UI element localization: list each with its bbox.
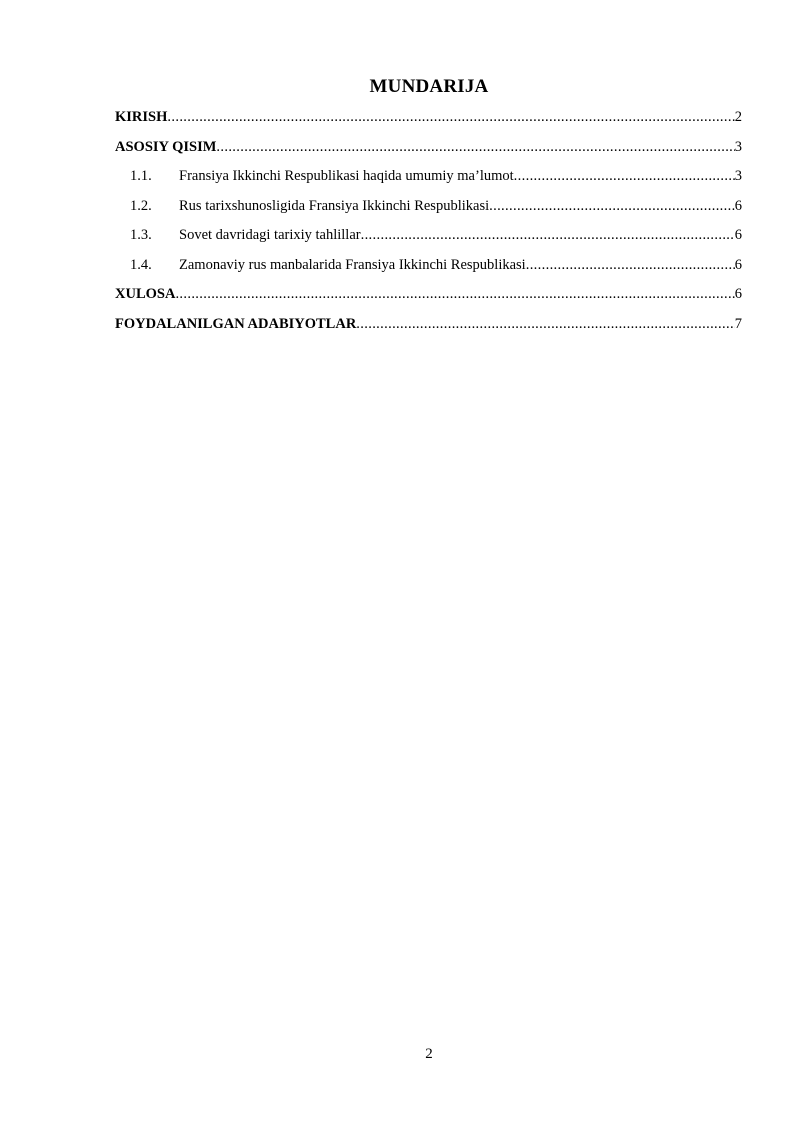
- toc-entry-xulosa[interactable]: [115, 286, 742, 316]
- toc-entry-label: ASOSIY QISIM: [115, 138, 217, 155]
- toc-entry-page: 6: [734, 197, 742, 214]
- toc-entry-page: 6: [734, 227, 742, 243]
- toc-entry-label: XULOSA: [115, 286, 176, 302]
- toc-entry-1-4[interactable]: [115, 257, 742, 287]
- dot-leader: [356, 316, 734, 333]
- toc-entry-page: 7: [734, 315, 742, 332]
- toc-entry-number: 1.2.: [130, 197, 152, 214]
- toc-entry-foydalanilgan-adabiyotlar[interactable]: [115, 316, 742, 346]
- toc-entry-page: 6: [734, 256, 742, 273]
- toc-entry-page: 3: [734, 168, 742, 184]
- toc-entry-label: Rus tarixshunosligida Fransiya Ikkinchi Respublikasi: [179, 197, 490, 214]
- dot-leader: [175, 286, 734, 303]
- toc-entry-label: KIRISH: [115, 109, 168, 125]
- toc-entry-label: FOYDALANILGAN ADABIYOTLAR: [115, 315, 357, 332]
- dot-leader: [514, 168, 735, 185]
- toc-entry-label: Fransiya Ikkinchi Respublikasi haqida umumiy ma’lumot: [179, 168, 514, 184]
- toc-entry-page: 3: [734, 138, 742, 155]
- dot-leader: [167, 109, 734, 126]
- toc-entry-1-1[interactable]: [115, 168, 742, 198]
- toc-entry-page: 2: [734, 109, 742, 125]
- page-number: 2: [425, 1046, 433, 1062]
- toc-entry-1-2[interactable]: [115, 198, 742, 228]
- toc-entry-asosiy-qisim[interactable]: [115, 139, 742, 169]
- toc-entry-page: 6: [734, 286, 742, 302]
- toc-entry-label: Sovet davridagi tarixiy tahlillar: [179, 227, 361, 243]
- toc-title: MUNDARIJA: [369, 76, 489, 97]
- toc-entry-kirish[interactable]: [115, 109, 742, 139]
- dot-leader: [526, 257, 735, 274]
- toc-entry-label: Zamonaviy rus manbalarida Fransiya Ikkinchi Respublikasi: [179, 256, 526, 273]
- dot-leader: [216, 139, 734, 156]
- toc-entry-number: 1.1.: [130, 168, 152, 184]
- toc-entry-number: 1.4.: [130, 256, 152, 273]
- dot-leader: [489, 198, 735, 215]
- dot-leader: [361, 227, 735, 244]
- toc-entry-1-3[interactable]: [115, 227, 742, 257]
- table-of-contents: [115, 109, 742, 345]
- toc-entry-number: 1.3.: [130, 227, 152, 243]
